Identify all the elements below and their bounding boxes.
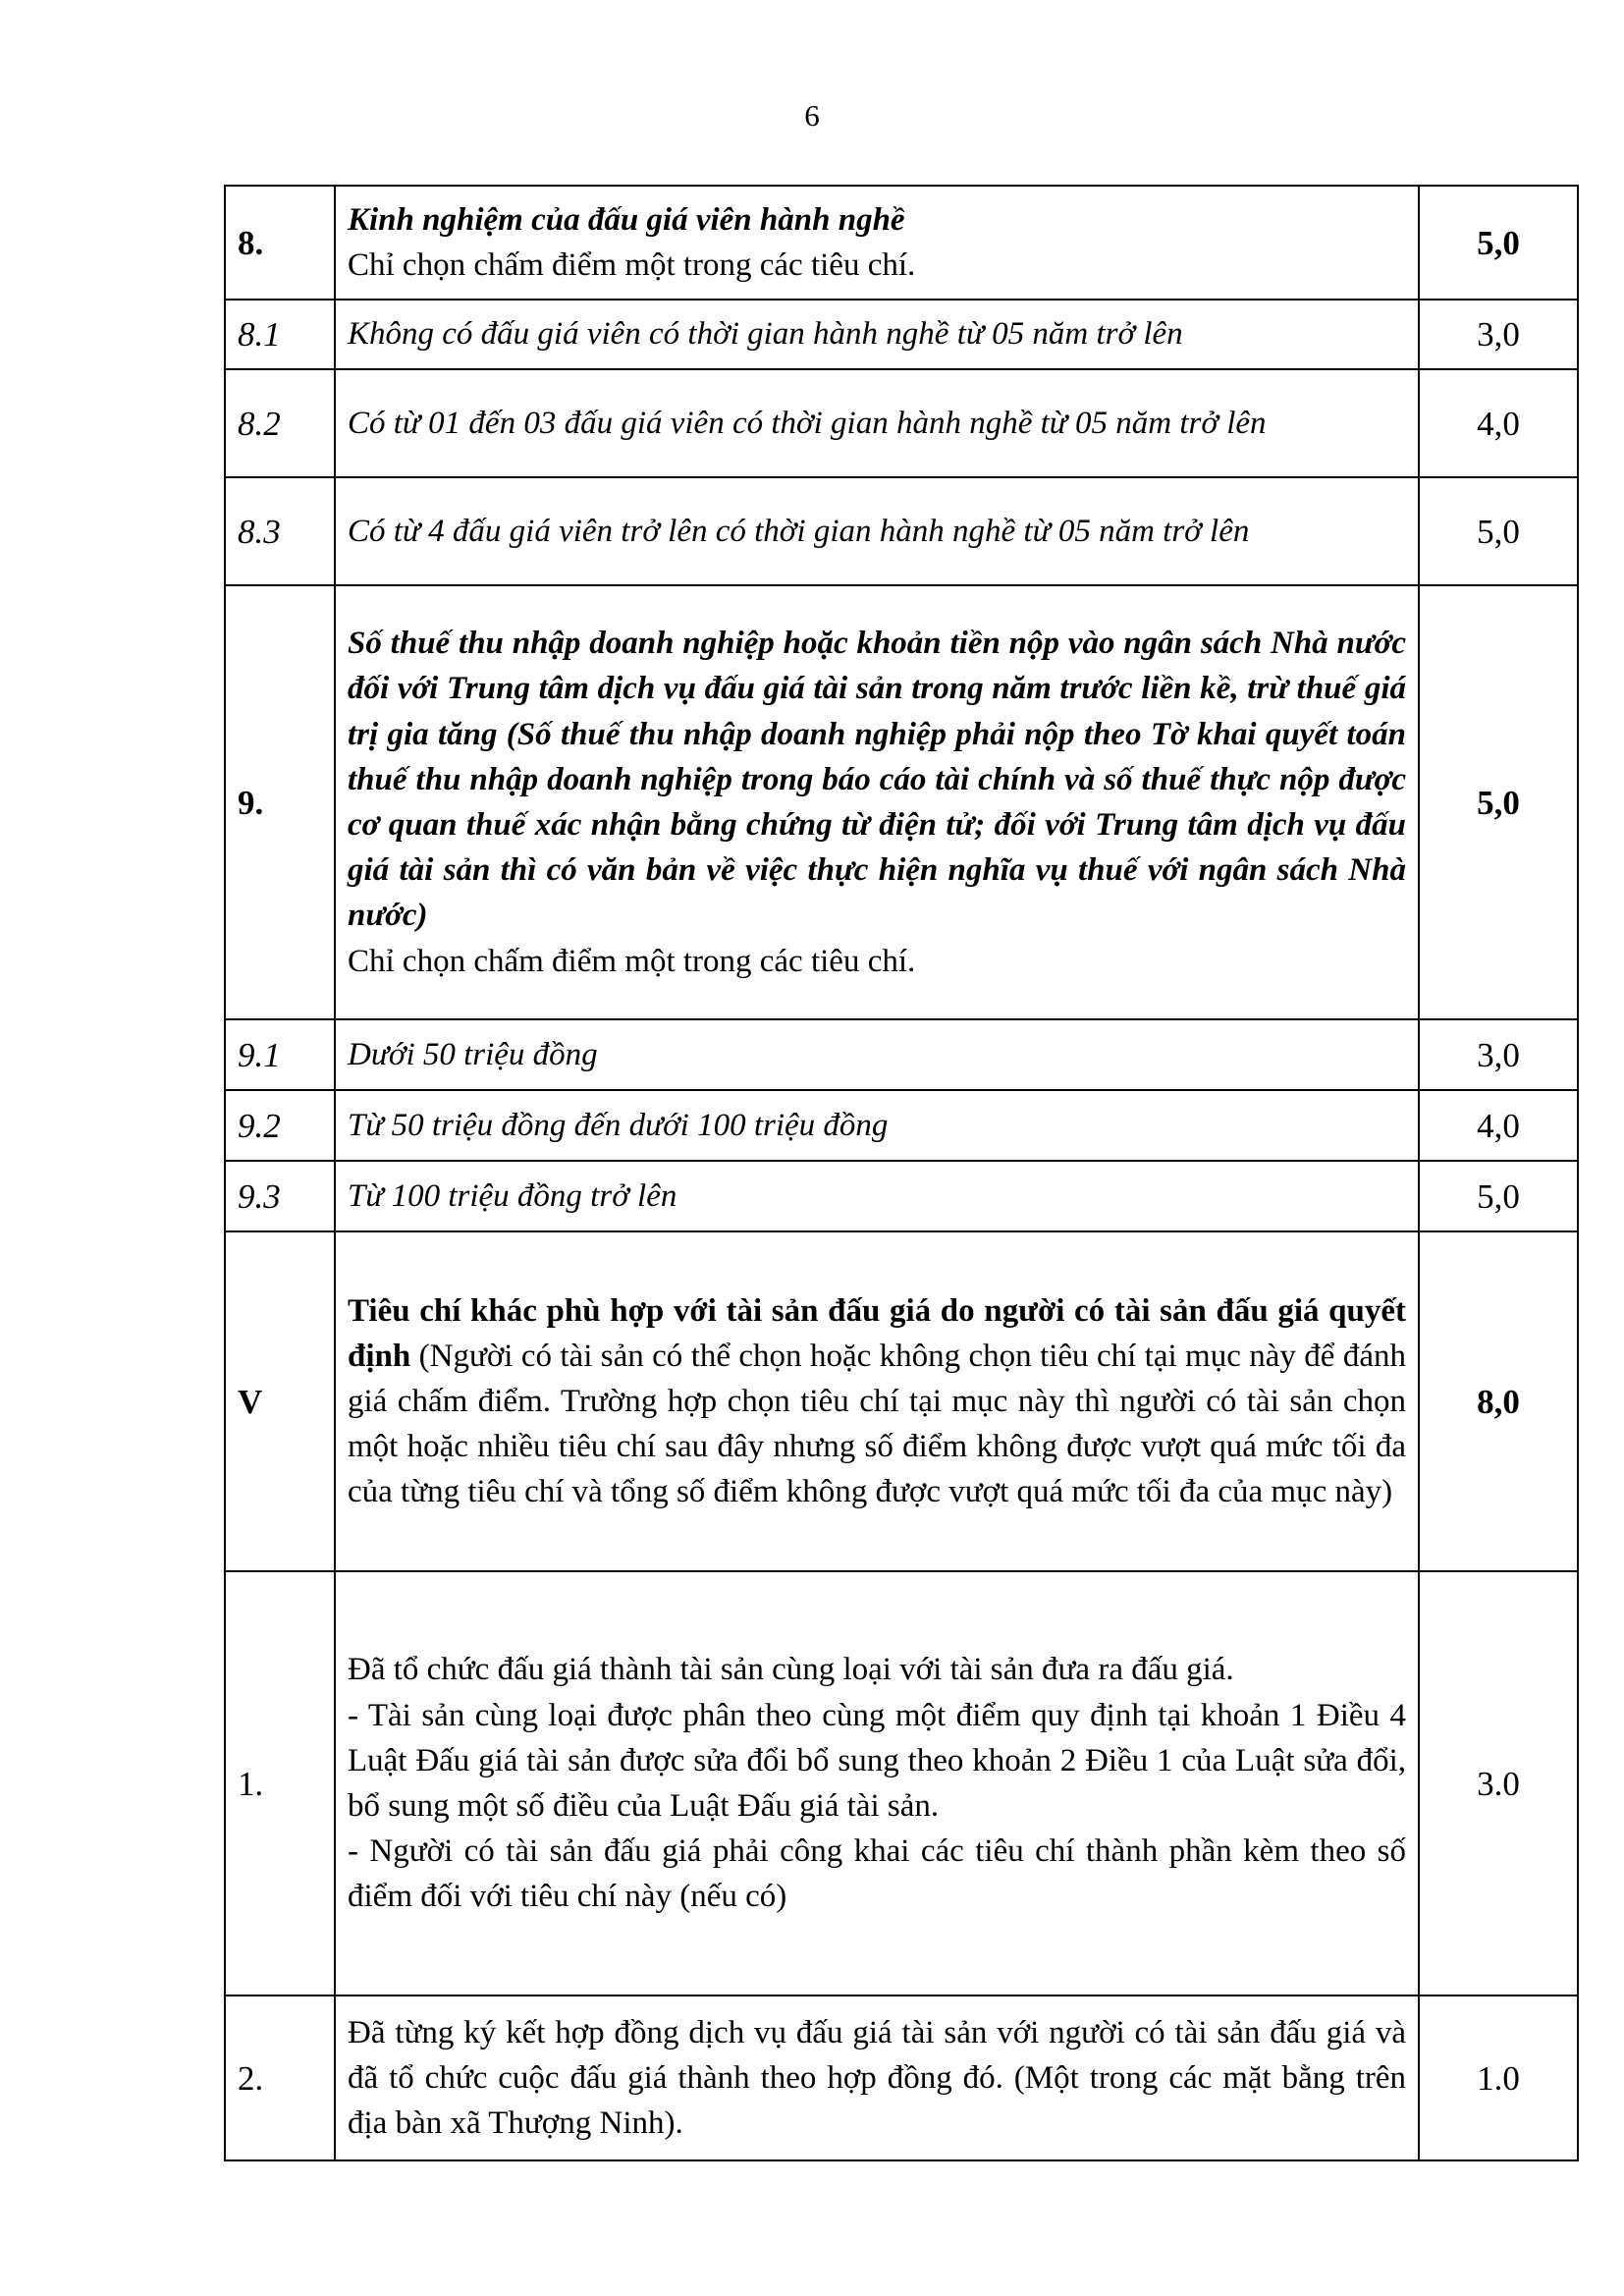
table-row bbox=[225, 1019, 1578, 1090]
criterion-score: 1.0 bbox=[1419, 1995, 1578, 2160]
criterion-description: Không có đấu giá viên có thời gian hành nghề từ 05 năm trở lên bbox=[335, 300, 1419, 369]
criterion-title: Kinh nghiệm của đấu giá viên hành nghề bbox=[348, 201, 905, 238]
criterion-description: Có từ 4 đấu giá viên trở lên có thời gian hành nghề từ 05 năm trở lên bbox=[335, 477, 1419, 585]
table-row bbox=[225, 1571, 1578, 1995]
criterion-number: 9.3 bbox=[225, 1161, 335, 1231]
table-row bbox=[225, 1995, 1578, 2160]
criterion-description bbox=[335, 1231, 1419, 1571]
table-row bbox=[225, 477, 1578, 585]
criteria-table bbox=[224, 185, 1579, 2161]
criterion-description: Đã từng ký kết hợp đồng dịch vụ đấu giá tài sản với người có tài sản đấu giá và đã tổ chức cuộc đấu giá thành theo hợp đồng đó. (Một trong các mặt bằng trên địa bàn xã Thượng Ninh). bbox=[335, 1995, 1419, 2160]
criterion-score: 3.0 bbox=[1419, 1571, 1578, 1995]
criterion-number: 1. bbox=[225, 1571, 335, 1995]
table-row bbox=[225, 1231, 1578, 1571]
criterion-score: 3,0 bbox=[1419, 1019, 1578, 1090]
criterion-description: Từ 50 triệu đồng đến dưới 100 triệu đồng bbox=[335, 1090, 1419, 1161]
section-number: V bbox=[225, 1231, 335, 1571]
criterion-description: Từ 100 triệu đồng trở lên bbox=[335, 1161, 1419, 1231]
criterion-title: Tiêu chí khác phù hợp với tài sản đấu giá do người có tài sản đấu giá quyết định bbox=[348, 1292, 1406, 1374]
criterion-score: 5,0 bbox=[1419, 585, 1578, 1019]
table-row bbox=[225, 300, 1578, 369]
criterion-line: - Tài sản cùng loại được phân theo cùng một điểm quy định tại khoản 1 Điều 4 Luật Đấu giá tài sản được sửa đổi bổ sung theo khoản 2 Điều 1 của Luật sửa đổi, bổ sung một số điều của Luật Đấu giá tài sản. bbox=[348, 1697, 1406, 1824]
criterion-number: 8.2 bbox=[225, 369, 335, 477]
table-row bbox=[225, 1161, 1578, 1231]
table-row bbox=[225, 369, 1578, 477]
criterion-line: Đã tổ chức đấu giá thành tài sản cùng loại với tài sản đưa ra đấu giá. bbox=[348, 1652, 1234, 1688]
criterion-score: 8,0 bbox=[1419, 1231, 1578, 1571]
criterion-note: Chỉ chọn chấm điểm một trong các tiêu chí. bbox=[348, 247, 916, 283]
criterion-number: 2. bbox=[225, 1995, 335, 2160]
table-row bbox=[225, 186, 1578, 300]
criterion-detail: (Người có tài sản có thể chọn hoặc không chọn tiêu chí tại mục này để đánh giá chấm điểm. Trường hợp chọn tiêu chí tại mục này thì người có tài sản chọn một hoặc nhiều tiêu chí sau đây nhưng số điểm không được vượt quá mức tối đa của từng tiêu chí và tổng số điểm không được vượt quá mức tối đa của mục này) bbox=[348, 1338, 1406, 1510]
criterion-number: 9.2 bbox=[225, 1090, 335, 1161]
criterion-note: Chỉ chọn chấm điểm một trong các tiêu chí. bbox=[348, 943, 916, 979]
table-row bbox=[225, 585, 1578, 1019]
criterion-score: 4,0 bbox=[1419, 1090, 1578, 1161]
criterion-number: 9.1 bbox=[225, 1019, 335, 1090]
criterion-number: 8.3 bbox=[225, 477, 335, 585]
criterion-description: Có từ 01 đến 03 đấu giá viên có thời gian hành nghề từ 05 năm trở lên bbox=[335, 369, 1419, 477]
criterion-score: 3,0 bbox=[1419, 300, 1578, 369]
criterion-description bbox=[335, 186, 1419, 300]
criterion-score: 5,0 bbox=[1419, 1161, 1578, 1231]
criterion-number: 8. bbox=[225, 186, 335, 300]
criterion-score: 5,0 bbox=[1419, 477, 1578, 585]
criterion-title: Số thuế thu nhập doanh nghiệp hoặc khoản tiền nộp vào ngân sách Nhà nước đối với Trung tâm dịch vụ đấu giá tài sản trong năm trước liền kề, trừ thuế giá trị gia tăng (Số thuế thu nhập doanh nghiệp phải nộp theo Tờ khai quyết toán thuế thu nhập doanh nghiệp trong báo cáo tài chính và số thuế thực nộp được cơ quan thuế xác nhận bằng chứng từ điện tử; đối với Trung tâm dịch vụ đấu giá tài sản thì có văn bản về việc thực hiện nghĩa vụ thuế với ngân sách Nhà nước) bbox=[348, 626, 1406, 934]
criterion-score: 4,0 bbox=[1419, 369, 1578, 477]
criterion-description bbox=[335, 1571, 1419, 1995]
page-number: 6 bbox=[804, 98, 820, 133]
criterion-line: - Người có tài sản đấu giá phải công khai các tiêu chí thành phần kèm theo số điểm đối với tiêu chí này (nếu có) bbox=[348, 1833, 1406, 1915]
criterion-description: Dưới 50 triệu đồng bbox=[335, 1019, 1419, 1090]
criterion-score: 5,0 bbox=[1419, 186, 1578, 300]
criterion-number: 9. bbox=[225, 585, 335, 1019]
table-row bbox=[225, 1090, 1578, 1161]
criterion-description bbox=[335, 585, 1419, 1019]
criterion-number: 8.1 bbox=[225, 300, 335, 369]
